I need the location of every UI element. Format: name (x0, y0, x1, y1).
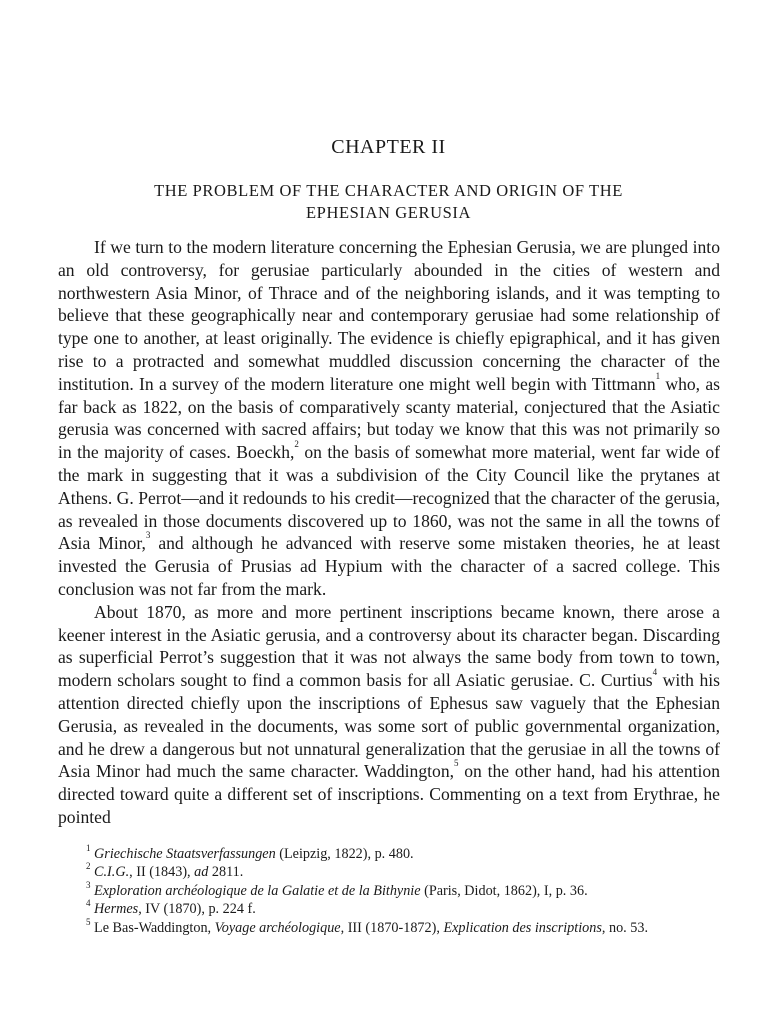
footnote-italic: Griechische Staatsverfassungen (94, 846, 276, 862)
footnote-italic: Voyage archéologique (214, 919, 341, 936)
footnote-ref-3: 3 (145, 530, 151, 541)
footnote-italic: C.I.G. (94, 864, 130, 881)
paragraph-1-text-d: and although he advanced with reserve some mistaken theories, he at least invested the Gerusia of Prusias ad Hypium with the character of a sacred college. This conclusion was not far from the mark. (58, 533, 720, 599)
footnote-4 (58, 900, 720, 918)
paragraph-2 (58, 601, 720, 829)
footnote-text: (Leipzig, 1822), p. 480. (275, 846, 414, 862)
paragraph-2-text-c: on the other hand, had his attention directed toward quite a different set of inscriptions. Commenting on a text from Erythrae, he pointed (58, 761, 720, 827)
footnote-text: , II (1843), (129, 864, 195, 881)
footnote-text-2: , no. 53. (601, 919, 648, 936)
footnote-number: 4 (86, 898, 91, 909)
chapter-title (80, 180, 697, 224)
footnote-3 (58, 879, 720, 900)
body-text (58, 236, 720, 829)
footnotes (58, 845, 720, 937)
footnote-text: , IV (1870), p. 224 f. (138, 901, 256, 918)
paragraph-1-text-b: who, as far back as 1822, on the basis of comparatively scanty material, conjectured that the Asiatic gerusia was concerned with sacred affairs; but today we know that this was not primarily so in the majority of cases. Boeckh, (58, 373, 721, 463)
footnote-prefix: Le Bas-Waddington, (94, 919, 215, 936)
footnote-1 (58, 845, 720, 863)
footnote-ref-2: 2 (294, 439, 299, 450)
footnote-italic: Hermes (94, 901, 139, 918)
footnote-text: , III (1870-1872), (340, 919, 444, 936)
footnote-italic-2: ad (194, 864, 209, 881)
footnote-ref-1: 1 (655, 370, 661, 381)
footnote-italic-2: Explication des inscriptions (443, 919, 602, 936)
footnote-number: 1 (86, 843, 91, 853)
paragraph-1 (58, 236, 720, 601)
chapter-title-line-2: EPHESIAN GERUSIA (306, 203, 471, 222)
footnote-ref-4: 4 (652, 667, 658, 678)
chapter-title-line-1: THE PROBLEM OF THE CHARACTER AND ORIGIN OF THE (154, 181, 623, 200)
footnote-text: (Paris, Didot, 1862), I, p. 36. (420, 882, 588, 899)
paragraph-1-text-a: If we turn to the modern literature concerning the Ephesian Gerusia, we are plunged into an old controversy, for gerusiae particularly abounded in the cities of western and northwestern Asia Minor, of Thrace and of the neighboring islands, and it was tempting to believe that these geographically near and contemporary gerusiae had some relationship of type one to another, at least originally. The evidence is chiefly epigraphical, and it has given rise to a protracted and somewhat muddled discussion concerning the character of the institution. In a survey of the modern literature one might well begin with Tittmann (58, 237, 720, 394)
footnote-number: 5 (86, 916, 91, 927)
footnote-ref-5: 5 (454, 758, 459, 769)
chapter-heading: CHAPTER II (331, 136, 446, 158)
footnote-text-2: 2811. (208, 864, 244, 881)
footnote-number: 3 (86, 879, 91, 890)
footnote-5 (58, 916, 720, 937)
paragraph-2-text-b: with his attention directed chiefly upon the inscriptions of Ephesus saw vaguely that the Ephesian Gerusia, as revealed in the documents, was some sort of public governmental organization, and he drew a dangerous but not unnatural generalization that the gerusiae in all the towns of Asia Minor had much the same character. Waddington, (58, 670, 720, 782)
paragraph-2-text-a: About 1870, as more and more pertinent inscriptions became known, there arose a keener interest in the Asiatic gerusia, and a controversy about its character began. Discarding as superficial Perrot’s suggestion that it was not always the same body from town to town, modern scholars sought to find a common basis for all Asiatic gerusiae. C. Curtius (58, 601, 720, 691)
paragraph-1-text-c: on the basis of somewhat more material, went far wide of the mark in suggesting that it was a subdivision of the City Council like the prytanes at Athens. G. Perrot—and it redounds to his credit—recognized that the character of the gerusia, as revealed in those documents discovered up to 1860, was not the same in all the towns of Asia Minor, (58, 442, 720, 554)
footnote-italic: Exploration archéologique de la Galatie et de la Bithynie (94, 882, 421, 899)
footnote-number: 2 (86, 861, 91, 872)
footnote-2 (58, 863, 720, 881)
